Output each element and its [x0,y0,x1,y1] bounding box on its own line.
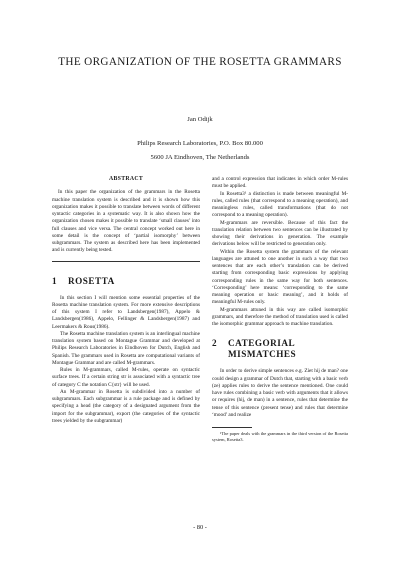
section-2-title-line2: MISMATCHES [228,349,297,360]
affiliation: Philips Research Laboratories, P.O. Box 80.000 [137,140,263,147]
section-1-paragraph: The Rosetta machine translation system is an interlingual machine translation system based on Montague Grammar and developed at Philips Research Laboratories in Eindhoven for Dutch, English and Spanish. The grammars used in Rosetta are computational variants of Montague Grammar and are called M-grammars. [52,330,200,366]
right-paragraph: In Rosetta3¹ a distinction is made between meaningful M-rules, called rules (that correspond to a meaning operation), and meaningless rules, called transformations (that do not correspond to a meaning operation). [212,190,348,219]
section-1-paragraph: Rules in M-grammars, called M-rules, operate on syntactic surface trees. If a certain string str is associated with a syntactic tree of category C the notation C{str} will be used. [52,367,200,388]
abstract-separator [52,261,200,262]
abstract-heading: ABSTRACT [109,176,143,182]
right-paragraph: M-grammars are reversible. Because of this fact the translation relation between two sentences can be illustrated by showing their derivations in generation. The example derivations below will be restricted to generation only. [212,219,348,248]
section-2-paragraph: In order to derive simple sentences e.g. Ziet hij de man? one could design a grammar of Dutch that, starting with a basic verb (ze) applies rules to derive the sentence mentioned. One could have rules combining a basic verb with arguments that it allows or requires (hij, de man) in a sentence, rules that determine the tense of this sentence (present tense) and rules that determine ‘mood’ and realize [212,368,348,418]
right-column [212,176,348,546]
paper-title: THE ORGANIZATION OF THE ROSETTA GRAMMARS [58,56,342,68]
right-paragraph: and a control expression that indicates in which order M-rules must be applied. [212,176,348,190]
section-1-heading [52,276,200,287]
abstract [52,176,200,255]
section-2-title-line1: CATEGORIAL [228,338,296,349]
author-name: Jan Odijk [187,116,213,123]
page-number: - 80 - [193,524,207,531]
section-2-heading [212,338,348,360]
right-paragraph: Within the Rosetta system the grammars of the relevant languages are attuned to one another in such a way that two sentences that are each other’s translation can be derived starting from corresponding basic expressions by applying corresponding rules in the same way for both sentences. ‘Corresponding’ here means: ‘corresponding to the same meaning operation or basic meaning’, and it holds of meaningful M-rules only. [212,248,348,306]
footnote-rule [212,427,252,428]
section-1-paragraph: In this section I will mention some essential properties of the Rosetta machine translation system. For more extensive descriptions of this system I refer to Landsbergen(1987), Appelo & Landsbergen(1986), Appelo, Fellinger & Landsbergen(1987) and Leermakers & Rous(1986). [52,294,200,330]
section-1-number: 1 [52,275,58,286]
right-paragraph: M-grammars attuned in this way are called isomorphic grammars, and therefore the method of translation used is called the isomorphic grammar approach to machine translation. [212,306,348,327]
section-2-number: 2 [212,338,218,349]
left-column [52,176,200,425]
address: 5600 JA Eindhoven, The Netherlands [150,154,250,161]
section-1-paragraph: An M-grammar in Rosetta is subdivided into a number of subgrammars. Each subgrammar is a rule package and is defined by specifying a head (the category of a designated argument from the import for the subgrammar), export (the categories of the syntactic trees yielded by the subgrammar) [52,388,200,424]
section-1-title: ROSETTA [68,275,115,286]
abstract-text: In this paper the organization of the grammars in the Rosetta machine translation system is described and it is shown how this organization makes it possible to translate between words of different syntactic categories in a systematic way. It is also shown how the organization chosen makes it possible to translate ‘small clauses’ into full clauses and vice versa. The central concept worked out here in some detail is the concept of ‘partial isomorphy’ between subgrammars. The system as described here has been implemented and is currently being tested. [52,189,200,254]
footnote: ¹The paper deals with the grammars in the third version of the Rosetta system, Rosetta3. [212,431,348,442]
